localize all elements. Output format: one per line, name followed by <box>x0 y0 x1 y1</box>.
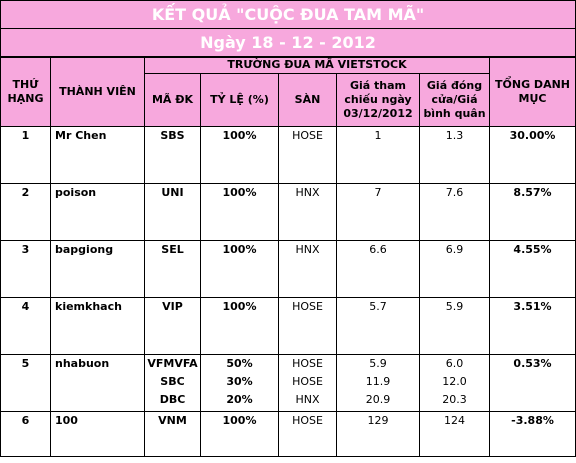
header-close-price: Giá đóng cửa/Giá bình quân <box>420 74 490 127</box>
rank-cell: 3 <box>1 241 51 298</box>
header-exchange: SÀN <box>279 74 337 127</box>
rank-cell: 1 <box>1 127 51 184</box>
ratio-cell: 100% <box>201 127 279 184</box>
stock-exchange: HOSE <box>292 357 323 370</box>
ref-price-cell: 6.6 <box>337 241 420 298</box>
stock-exchange: HOSE <box>292 375 323 388</box>
stock-code: SBC <box>160 375 185 388</box>
total-cell: 30.00% <box>490 127 576 184</box>
code-cell: SEL <box>145 241 201 298</box>
table-row <box>1 241 576 298</box>
exchange-cell <box>279 355 337 412</box>
stock-ratio: 30% <box>226 375 253 388</box>
code-cell: VNM <box>145 412 201 457</box>
header-ratio: TỶ LỆ (%) <box>201 74 279 127</box>
exchange-cell: HNX <box>279 184 337 241</box>
member-cell: 100 <box>51 412 145 457</box>
ref-price-cell: 1 <box>337 127 420 184</box>
stock-close-price: 6.0 <box>445 357 464 370</box>
header-rank: THỨ HẠNG <box>1 57 51 127</box>
total-cell: 0.53% <box>490 355 576 412</box>
ref-price-cell: 7 <box>337 184 420 241</box>
close-price-cell: 6.9 <box>420 241 490 298</box>
exchange-cell: HOSE <box>279 412 337 457</box>
member-cell: bapgiong <box>51 241 145 298</box>
member-cell: nhabuon <box>51 355 145 412</box>
total-cell: 4.55% <box>490 241 576 298</box>
close-price-cell <box>420 355 490 412</box>
ref-price-cell: 129 <box>337 412 420 457</box>
stock-ratio: 20% <box>226 393 253 406</box>
stock-close-price: 12.0 <box>442 375 467 388</box>
rank-cell: 2 <box>1 184 51 241</box>
ref-price-cell: 5.7 <box>337 298 420 355</box>
ref-price-cell <box>337 355 420 412</box>
header-member: THÀNH VIÊN <box>51 57 145 127</box>
code-cell: SBS <box>145 127 201 184</box>
member-cell: Mr Chen <box>51 127 145 184</box>
code-cell <box>145 355 201 412</box>
ratio-cell: 100% <box>201 412 279 457</box>
member-cell: poison <box>51 184 145 241</box>
header-code: MÃ ĐK <box>145 74 201 127</box>
close-price-cell: 124 <box>420 412 490 457</box>
table-row <box>1 127 576 184</box>
close-price-cell: 7.6 <box>420 184 490 241</box>
member-cell: kiemkhach <box>51 298 145 355</box>
code-cell: UNI <box>145 184 201 241</box>
title-line-1: KẾT QUẢ "CUỘC ĐUA TAM MÃ" <box>1 1 576 29</box>
rank-cell: 4 <box>1 298 51 355</box>
exchange-cell: HNX <box>279 241 337 298</box>
exchange-cell: HOSE <box>279 127 337 184</box>
stock-ratio: 50% <box>226 357 253 370</box>
table-row <box>1 298 576 355</box>
rank-cell: 6 <box>1 412 51 457</box>
header-ref-price: Giá tham chiếu ngày 03/12/2012 <box>337 74 420 127</box>
rank-cell: 5 <box>1 355 51 412</box>
stock-ref-price: 11.9 <box>365 375 391 388</box>
stock-ref-price: 20.9 <box>365 393 391 406</box>
close-price-cell: 5.9 <box>420 298 490 355</box>
header-group: TRƯỜNG ĐUA MÃ VIETSTOCK <box>145 57 490 74</box>
ratio-cell <box>201 355 279 412</box>
title-line-2: Ngày 18 - 12 - 2012 <box>1 29 576 57</box>
ratio-cell: 100% <box>201 184 279 241</box>
stock-code: VFMVFA <box>147 357 198 370</box>
exchange-cell: HOSE <box>279 298 337 355</box>
table-row <box>1 355 576 412</box>
close-price-cell: 1.3 <box>420 127 490 184</box>
total-cell: 8.57% <box>490 184 576 241</box>
ratio-cell: 100% <box>201 241 279 298</box>
code-cell: VIP <box>145 298 201 355</box>
table-row <box>1 184 576 241</box>
stock-exchange: HNX <box>295 393 320 406</box>
stock-close-price: 20.3 <box>442 393 467 406</box>
total-cell: -3.88% <box>490 412 576 457</box>
total-cell: 3.51% <box>490 298 576 355</box>
table-row <box>1 412 576 457</box>
stock-ref-price: 5.9 <box>369 357 387 370</box>
header-total: TỔNG DANH MỤC <box>490 57 576 127</box>
stock-code: DBC <box>159 393 186 406</box>
ratio-cell: 100% <box>201 298 279 355</box>
